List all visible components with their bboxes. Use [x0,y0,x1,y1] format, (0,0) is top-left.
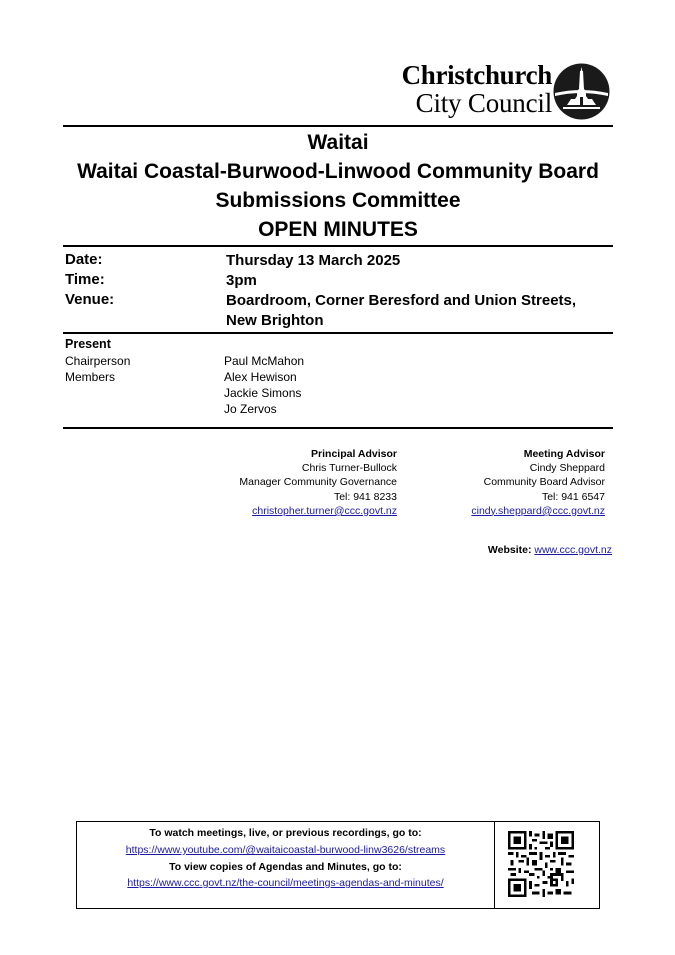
youtube-streams-link[interactable]: https://www.youtube.com/@waitaicoastal-burwood-linw3626/streams [125,844,446,856]
venue-line-1: Boardroom, Corner Beresford and Union Streets, [226,292,577,309]
date-label: Date: [65,251,103,268]
time-label: Time: [65,271,105,288]
meeting-advisor-role: Community Board Advisor [483,476,605,489]
time-value: 3pm [226,272,257,289]
agendas-minutes-link[interactable]: https://www.ccc.govt.nz/the-council/meetings-agendas-and-minutes/ [127,877,444,889]
principal-advisor-heading: Principal Advisor [311,448,397,460]
cathedral-emblem-icon [553,63,610,120]
present-bottom-rule [63,427,613,429]
title-open-minutes: OPEN MINUTES [258,218,418,241]
chairperson-name: Paul McMahon [224,354,305,368]
meeting-advisor-tel: Tel: 941 6547 [541,490,605,503]
members-label: Members [65,370,116,384]
details-top-rule [63,245,613,247]
title-board-short: Waitai [307,131,369,154]
council-logo-text [372,62,552,117]
present-heading: Present [65,337,111,351]
meeting-advisor-block [430,447,605,518]
footer-divider [494,822,495,908]
logo-line-2: City Council [415,88,552,118]
principal-advisor-tel: Tel: 941 8233 [333,490,397,503]
top-rule [63,125,613,127]
meeting-advisor-name: Cindy Sheppard [529,462,605,475]
venue-label: Venue: [65,291,115,308]
website-label: Website: [487,544,532,556]
principal-advisor-block [200,447,397,518]
member-name: Alex Hewison [224,370,297,384]
website-link[interactable]: www.ccc.govt.nz [534,544,612,556]
website-line [400,543,612,557]
principal-advisor-email-link[interactable]: christopher.turner@ccc.govt.nz [252,504,397,517]
title-board-full: Waitai Coastal-Burwood-Linwood Community Board [77,160,599,183]
member-name: Jackie Simons [224,386,302,400]
watch-heading: To watch meetings, live, or previous recordings, go to: [149,827,422,839]
title-committee: Submissions Committee [215,189,461,212]
date-value: Thursday 13 March 2025 [226,252,401,269]
chairperson-label: Chairperson [65,354,131,368]
details-bottom-rule [63,332,613,334]
venue-line-2: New Brighton [226,312,324,329]
member-name: Jo Zervos [224,402,277,416]
meeting-advisor-email-link[interactable]: cindy.sheppard@ccc.govt.nz [471,504,605,517]
principal-advisor-name: Chris Turner-Bullock [301,462,397,475]
copies-heading: To view copies of Agendas and Minutes, go to: [169,861,402,873]
qr-code-icon[interactable] [508,831,574,897]
principal-advisor-role: Manager Community Governance [239,476,397,489]
logo-line-1: Christchurch [401,60,552,90]
meeting-advisor-heading: Meeting Advisor [523,448,605,460]
